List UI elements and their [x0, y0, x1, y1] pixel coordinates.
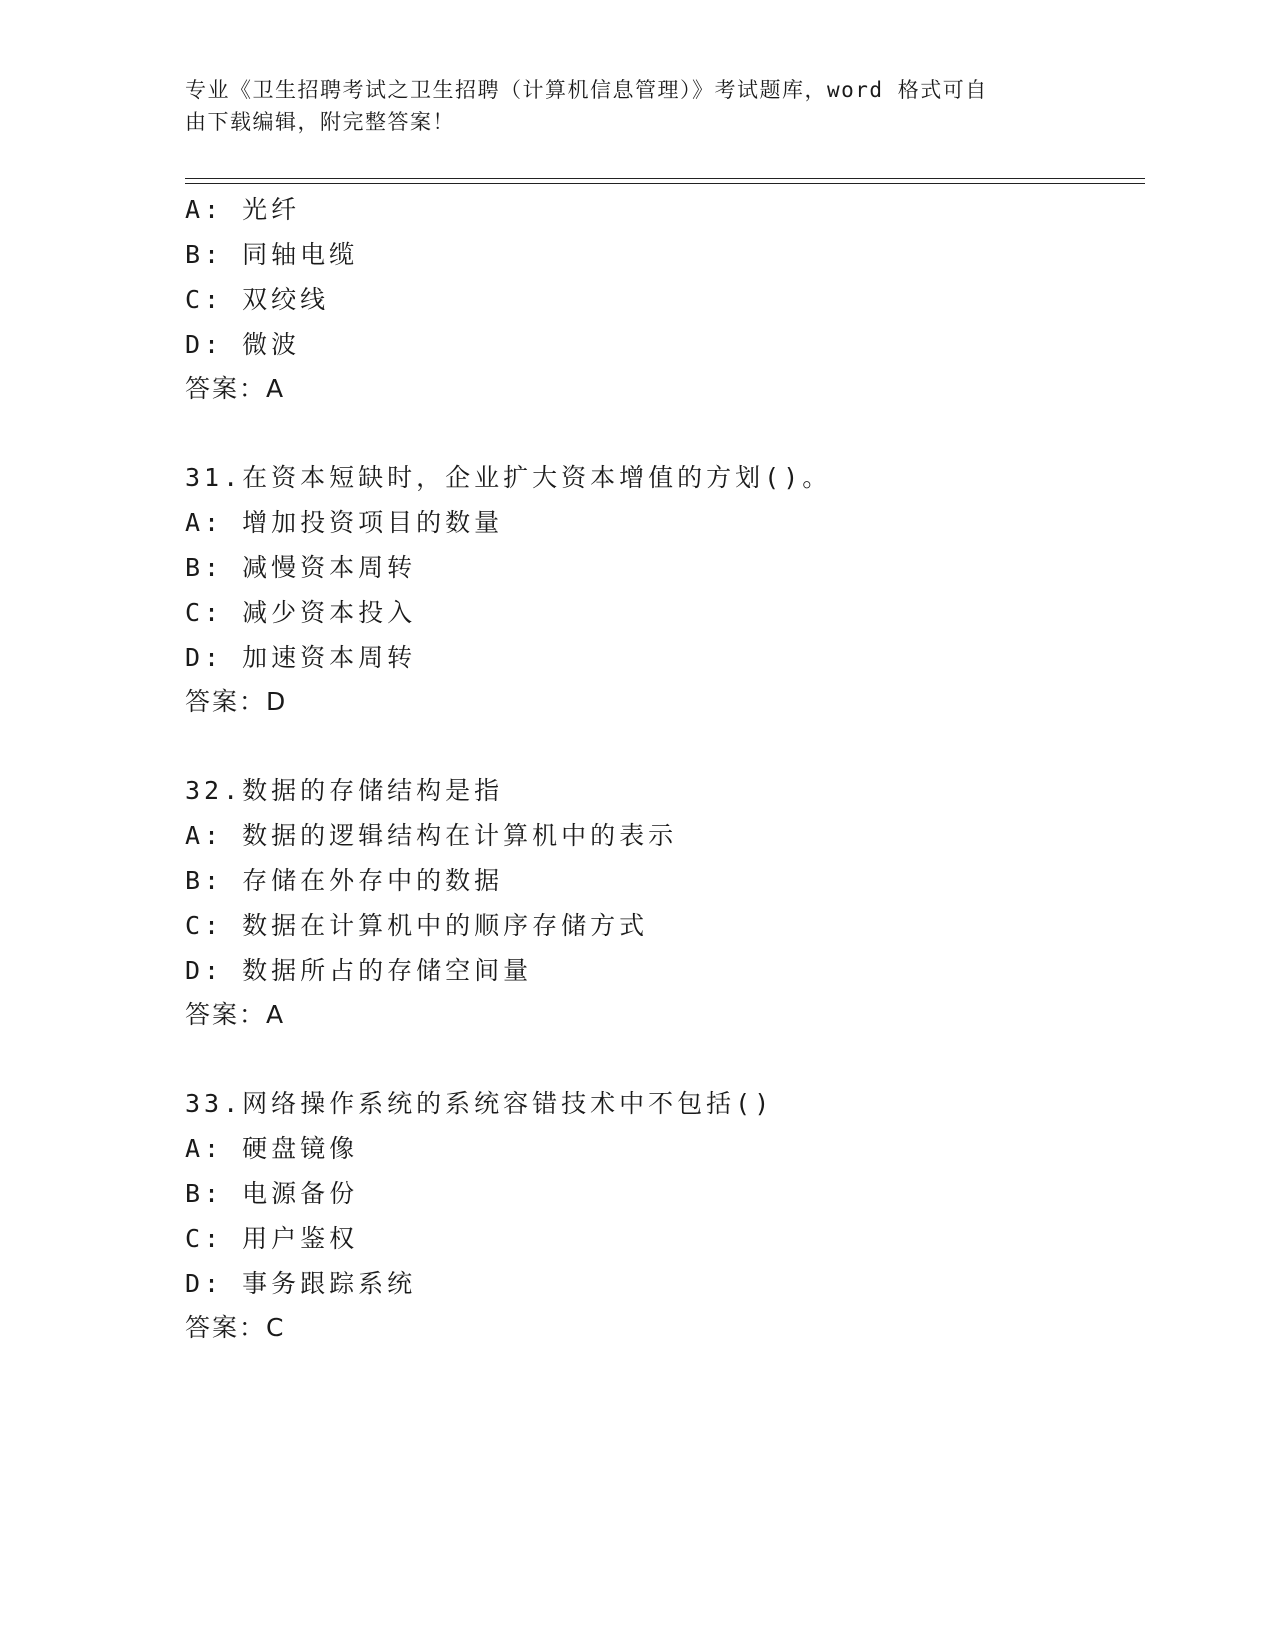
- q30-answer: 答案：A: [185, 374, 286, 403]
- header-line-2: 由下载编辑，附完整答案！: [185, 110, 455, 134]
- q31-answer: 答案：D: [185, 687, 288, 716]
- q31-option-a: A: 增加投资项目的数量: [185, 508, 504, 537]
- q32-option-c: C: 数据在计算机中的顺序存储方式: [185, 911, 649, 940]
- q33-option-d: D: 事务跟踪系统: [185, 1269, 417, 1298]
- q30-option-d: D: 微波: [185, 330, 301, 359]
- q32-option-d: D: 数据所占的存储空间量: [185, 956, 533, 985]
- q33-answer: 答案：C: [185, 1313, 286, 1342]
- q30-option-a: A: 光纤: [185, 195, 301, 224]
- q33-option-a: A: 硬盘镜像: [185, 1134, 359, 1163]
- header-divider-bottom: [185, 183, 1145, 184]
- q30-option-c: C: 双绞线: [185, 285, 330, 314]
- q32-option-a: A: 数据的逻辑结构在计算机中的表示: [185, 821, 678, 850]
- document-header: [185, 74, 1065, 138]
- header-divider-top: [185, 178, 1145, 179]
- q32-stem: 32.数据的存储结构是指: [185, 776, 504, 805]
- q32-answer: 答案：A: [185, 1000, 286, 1029]
- q31-option-c: C: 减少资本投入: [185, 598, 417, 627]
- header-line-1: 专业《卫生招聘考试之卫生招聘（计算机信息管理）》考试题库，word 格式可自: [185, 78, 988, 102]
- q31-stem: 31.在资本短缺时，企业扩大资本增值的方划()。: [185, 463, 832, 492]
- q30-option-b: B: 同轴电缆: [185, 240, 359, 269]
- q31-option-b: B: 减慢资本周转: [185, 553, 417, 582]
- q32-option-b: B: 存储在外存中的数据: [185, 866, 504, 895]
- q33-stem: 33.网络操作系统的系统容错技术中不包括(): [185, 1089, 774, 1118]
- q31-option-d: D: 加速资本周转: [185, 643, 417, 672]
- q33-option-c: C: 用户鉴权: [185, 1224, 359, 1253]
- q33-option-b: B: 电源备份: [185, 1179, 359, 1208]
